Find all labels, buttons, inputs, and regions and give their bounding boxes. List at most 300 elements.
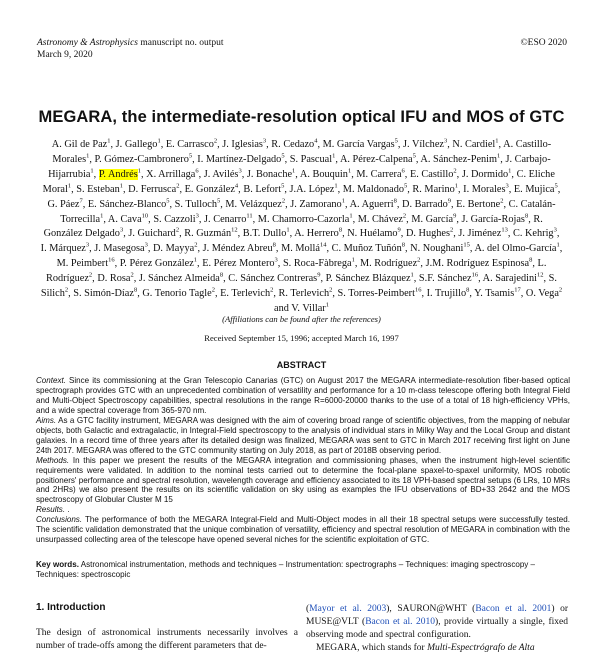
abstract-conclusions: [36, 515, 570, 545]
author: [279, 288, 333, 299]
abstract-results: [36, 505, 570, 515]
affiliation-marker[interactable]: 3: [505, 182, 509, 190]
affiliation-marker[interactable]: 1: [351, 256, 355, 264]
affiliation-marker[interactable]: 1: [341, 197, 345, 205]
journal-name: Astronomy & Astrophysics: [37, 38, 138, 48]
affiliation-marker[interactable]: 8: [272, 241, 276, 249]
author: [146, 169, 198, 180]
author: [175, 199, 221, 210]
affiliation-marker[interactable]: 5: [217, 197, 221, 205]
author-name: J. Cenarro: [204, 213, 247, 225]
affiliation-marker[interactable]: 1: [347, 167, 352, 175]
affiliation-marker[interactable]: 1: [497, 152, 501, 160]
author-list: A. Gil de Paz$^1$, J. Gallego$^1$, E. Carrasco$^2$, J. Iglesias$^3$, R. Cedazo$^4$, M. García Vargas$^5$, J. Vílchez$^3$, N. Cardiel$^1$, A. Castillo-Morales$^1$, P. Gómez-Cambronero$^5$, I. Martínez-Delgado$^5$, S. Pascual$^1$, A. Pérez-Calpena$^5$, A. Sánchez-Penim$^1$, J. Carbajo-Hijarrubia$^1$, P. Andrés$^1$, X. Arrillaga$^6$, J. Avilés$^3$, J. Bonache$^1$, A. Bouquin$^1$, M. Carrera$^6$, E. Castillo$^2$, J. Dormido$^1$, C. Eliche Moral$^1$, S. Esteban$^1$, D. Ferrusca$^2$, E. González$^4$, B. Lefort$^5$, J.A. López$^1$, M. Maldonado$^5$, R. Marino$^1$, I. Morales$^3$, E. Mujica$^5$, G. Páez$^7$, E. Sánchez-Blanco$^5$, S. Tulloch$^5$, M. Velázquez$^2$, J. Zamorano$^1$, A. Aguerri$^8$, D. Barrado$^9$, E. Bertone$^2$, C. Catalán-Torrecilla$^1$, A. Cava$^{10}$, S. Cazzoli$^3$, J. Cenarro$^{11}$, M. Chamorro-Cazorla$^1$, M. Chávez$^2$, M. García$^9$, J. García-Rojas$^8$, R. González Delgado$^3$, J. Guichard$^2$, R. Guzmán$^{12}$, B.T. Dullo$^1$, A. Herrero$^8$, N. Huélamo$^9$, D. Hughes$^2$, J. Jiménez$^{13}$, C. Kehrig$^3$, I. Márquez$^3$, J. Masegosa$^3$, D. Mayya$^2$, J. Méndez Abreu$^8$, M. Mollá$^{14}$, C. Muñoz Tuñón$^8$, N. Noughani$^{15}$, A. del Olmo-García$^1$, M. Peimbert$^{16}$, P. Pérez González$^1$, E. Pérez Montero$^3$, S. Roca-Fàbrega$^1$, M. Rodríguez$^2$, J.M. Rodríguez Espinosa$^8$, L. Rodríguez$^2$, D. Rosa$^2$, J. Sánchez Almeida$^8$, C. Sánchez Contreras$^9$, P. Sánchez Blázquez$^1$, S.F. Sánchez$^{16}$, A. Sarajedini$^{12}$, S. Silich$^2$, S. Simón-Díaz$^8$, G. Tenorio Tagle$^2$, E. Terlevich$^2$, R. Terlevich$^2$, S. Torres-Peimbert$^{16}$, I. Trujillo$^8$, Y. Tsamis$^{17}$, O. Vega$^2$ and V. Villar$^1$: [40, 137, 563, 314]
author-name: R. González Delgado: [43, 213, 543, 240]
affiliation-marker[interactable]: 1: [292, 167, 296, 175]
affiliation-marker[interactable]: 14: [319, 241, 327, 249]
author-name: I. Trujillo: [426, 288, 467, 300]
author: [57, 258, 115, 269]
affiliation-marker[interactable]: 3: [85, 241, 90, 249]
author: [461, 214, 528, 225]
author: [283, 258, 355, 269]
author: [142, 288, 215, 299]
author-name: A. Sarajedini: [482, 273, 538, 285]
author-name: A. Gil de Paz: [51, 139, 108, 150]
intro-paragraph: The design of astronomical instruments necessarily involves a number of trade-offs among the different parameters that de-: [36, 628, 298, 651]
author-name: E. Carrasco: [165, 139, 214, 150]
author: [452, 139, 498, 150]
author-name: M. Rodríguez: [359, 258, 418, 270]
affiliation-marker[interactable]: 16: [108, 256, 115, 264]
affiliation-marker[interactable]: 2: [64, 286, 69, 294]
keywords-label: Key words.: [36, 560, 79, 569]
author-name: J. Vílchez: [402, 139, 444, 150]
author-name: J. Gallego: [115, 139, 158, 150]
author: [419, 273, 478, 284]
author: [76, 184, 123, 195]
affiliation-marker[interactable]: 2: [194, 241, 198, 249]
abstract-context: [36, 376, 570, 416]
affiliation-marker[interactable]: 3: [195, 212, 199, 220]
affiliation-marker[interactable]: 2: [417, 256, 421, 264]
author-name: B.T. Dullo: [242, 228, 287, 240]
author-name: E. Terlevich: [220, 288, 271, 300]
author-name: M. Mollá: [281, 243, 320, 255]
text-megara-stands: MEGARA, which stands for: [316, 643, 428, 653]
affiliation-marker[interactable]: 1: [332, 152, 336, 160]
author: [326, 273, 414, 284]
author: [204, 169, 242, 180]
author: [332, 243, 405, 254]
author: [289, 184, 337, 195]
author-name: R. Cedazo: [271, 139, 315, 150]
author-name: J. Carbajo-Hijarrubia: [48, 153, 551, 180]
author-name: S. Esteban: [76, 183, 120, 195]
affiliation-marker[interactable]: 2: [558, 286, 563, 294]
affiliation-marker[interactable]: 2: [130, 271, 134, 279]
affiliation-marker[interactable]: 8: [466, 286, 470, 294]
affiliation-marker[interactable]: 2: [213, 137, 218, 145]
author-name: C. Muñoz Tuñón: [331, 243, 402, 255]
author-name: P. Gómez-Cambronero: [94, 153, 189, 165]
affiliation-marker[interactable]: 1: [119, 182, 123, 190]
keywords: [36, 560, 570, 580]
author: [513, 228, 557, 239]
affiliation-marker[interactable]: 3: [274, 256, 278, 264]
author-name: J. Masegosa: [94, 243, 145, 255]
affiliation-marker[interactable]: 7: [79, 197, 83, 205]
author: [202, 258, 278, 269]
text-muse: ) or MUSE@VLT (: [306, 604, 569, 627]
author-name: J. Avilés: [203, 168, 239, 180]
paren-open: (: [306, 604, 310, 614]
author: [281, 243, 326, 254]
author-name: E. Sánchez-Blanco: [87, 198, 167, 210]
author-name: S. Simón-Díaz: [73, 288, 134, 300]
author-name: S. Tulloch: [174, 198, 217, 210]
author: [360, 258, 420, 269]
affiliation-marker[interactable]: 3: [553, 227, 557, 235]
citation-link-bacon-2010[interactable]: Bacon et al. 2010: [365, 617, 436, 627]
author: [120, 258, 197, 269]
author: [204, 214, 253, 225]
author: [185, 184, 239, 195]
author-name: A. Aguerri: [349, 198, 394, 210]
author: [73, 288, 137, 299]
author: [290, 154, 336, 165]
aims-text: As a GTC facility instrument, MEGARA was designed with the aim of covering broad range of scientific objectives, from the mapping of nebular objects, both Galactic and extragalactic, in Integral-Field spectroscopy to the analysis of individual stars in Milky Way and the Local Group and distant galaxies. In a record time of three years after its detailed design was finalized, MEGARA was sent to GTC in March 2017 receiving first light on June 24th 2017. MEGARA was offered to the GTC community starting on July 2018, as part of 2018B observing period.: [36, 415, 570, 455]
affiliation-marker[interactable]: 1: [193, 256, 198, 264]
author: [426, 258, 533, 269]
context-text: Since its commissioning at the Gran Telescopio Canarias (GTC) on August 2017 the MEGARA intermediate-resolution fiber-based optical spectrograph provides GTC with an unprecedented combination of versatility and performance for a 10 m-class telescope offering both Integral Field and Multi-Object Spectroscopy capabilities, spectral resolutions in the range R=6000-20000 thanks to the use of a total of 18 high-efficiency VPHs, and a wide spectral coverage from 365-970 nm.: [36, 376, 570, 415]
author-name: D. Barrado: [402, 198, 448, 210]
affiliation-marker[interactable]: 12: [537, 271, 544, 279]
affiliation-marker[interactable]: 2: [270, 286, 274, 294]
author-name: J.A. López: [289, 183, 335, 195]
author-name: S.F. Sánchez: [418, 273, 472, 285]
author-name: S. Roca-Fàbrega: [282, 258, 352, 270]
author: [247, 169, 295, 180]
author: [88, 199, 170, 210]
author-name: J. Zamorano: [290, 198, 342, 210]
affiliation-marker[interactable]: 9: [447, 197, 452, 205]
author-name: O. Vega: [525, 288, 559, 300]
affiliation-marker[interactable]: 4: [314, 137, 318, 145]
affiliation-marker[interactable]: 1: [325, 301, 329, 309]
affiliation-marker[interactable]: 2: [88, 271, 93, 279]
results-label: Results.: [36, 505, 66, 515]
affiliation-marker[interactable]: 1: [410, 271, 414, 279]
author-name: E. Castillo: [409, 168, 454, 180]
intro-right-paragraph-1: [306, 603, 568, 642]
author: [108, 214, 148, 225]
author: [340, 154, 416, 165]
author: [47, 199, 82, 210]
author: [474, 288, 521, 299]
author: [197, 154, 284, 165]
author: [290, 199, 345, 210]
affiliation-marker[interactable]: 1: [137, 167, 141, 175]
affiliation-marker[interactable]: 8: [133, 286, 138, 294]
affiliations-note: (Affiliations can be found after the references): [222, 314, 381, 324]
author-name: A. Castillo-Morales: [52, 139, 552, 165]
affiliation-marker[interactable]: 2: [329, 286, 333, 294]
author-name: C. Kehrig: [512, 228, 554, 240]
author-name: C. Catalán-Torrecilla: [60, 198, 556, 225]
author: [458, 228, 507, 239]
author-name: I. Morales: [463, 183, 506, 195]
author-name: D. Hughes: [405, 228, 450, 240]
author: [94, 243, 148, 254]
affiliation-marker[interactable]: 8: [529, 256, 533, 264]
author-name: A. Pérez-Calpena: [339, 153, 413, 165]
affiliation-marker[interactable]: 1: [67, 182, 72, 190]
author-name: R. Marino: [412, 183, 455, 195]
author: [95, 154, 193, 165]
author: [97, 273, 133, 284]
affiliation-marker[interactable]: 4: [234, 182, 239, 190]
author-highlighted: [99, 169, 141, 180]
affiliation-marker[interactable]: 2: [281, 197, 286, 205]
author-name: S. Silich: [40, 273, 557, 300]
author: [128, 228, 179, 239]
affiliation-marker[interactable]: 3: [238, 167, 242, 175]
author: [166, 139, 217, 150]
author-name: I. Márquez: [40, 243, 86, 255]
author: [514, 184, 558, 195]
affiliation-marker[interactable]: 5: [404, 182, 408, 190]
author-name: G. Páez: [47, 198, 80, 210]
author-name: G. Tenorio Tagle: [142, 288, 212, 300]
affiliation-marker[interactable]: 3: [262, 137, 267, 145]
author: [116, 139, 161, 150]
abstract-aims: [36, 416, 570, 456]
intro-right-column: [306, 603, 568, 655]
text-observing-mode: ), provide virtually a single, fixed observing mode and spectral configuration.: [306, 617, 568, 640]
author-name: L. Rodríguez: [46, 258, 547, 285]
author-name: J. García-Rojas: [461, 213, 525, 225]
author-name: D. Rosa: [97, 273, 131, 285]
methods-label: Methods.: [36, 455, 70, 465]
affiliation-marker[interactable]: 6: [195, 167, 199, 175]
author: [243, 184, 284, 195]
abstract-heading: ABSTRACT: [276, 360, 327, 370]
affiliation-marker[interactable]: 11: [246, 212, 253, 220]
author-name: N. Huélamo: [347, 228, 398, 240]
text-sauron: ), SAURON@WHT (: [386, 604, 476, 614]
affiliation-marker[interactable]: 1: [349, 212, 353, 220]
author-name: E. Mujica: [513, 183, 555, 195]
author: [323, 139, 398, 150]
author: [474, 243, 559, 254]
author-name: J. Guichard: [128, 228, 176, 240]
author-name: A. del Olmo-García: [474, 243, 557, 255]
affiliation-marker[interactable]: 9: [317, 271, 321, 279]
text-megara-acronym: Multi-Espectrógrafo de Alta: [427, 643, 535, 653]
conclusions-text: The performance of both the MEGARA Integral-Field and Multi-Object modes in all their 18 spectral setups were successfully tested. The scientific validation demonstrated that the unique combination of versatility, efficiency and spectral resolution of MEGARA in combination with the unsurpassed collecting area of the telescope have opened several niches for the scientific exploitation of GTC.: [36, 515, 570, 545]
author-name: R. Guzmán: [184, 228, 232, 240]
affiliation-marker[interactable]: 1: [90, 167, 94, 175]
author: [338, 288, 422, 299]
author: [139, 273, 223, 284]
author-name: A. Herrero: [294, 228, 339, 240]
author-name: C. Sánchez Contreras: [228, 273, 318, 285]
affiliation-marker[interactable]: 3: [443, 137, 448, 145]
author: [402, 199, 451, 210]
author-name: C. Eliche Moral: [42, 168, 555, 195]
author-name: A. Cava: [107, 213, 142, 225]
affiliation-marker[interactable]: 1: [100, 212, 104, 220]
affiliation-marker[interactable]: 13: [501, 227, 508, 235]
author: [225, 199, 285, 210]
affiliation-marker[interactable]: 3: [144, 241, 148, 249]
author-name: E. Bertone: [456, 198, 501, 210]
author-name: S. Pascual: [289, 153, 333, 165]
abstract-body: [36, 376, 570, 545]
affiliation-marker[interactable]: 5: [281, 152, 285, 160]
author: [228, 273, 320, 284]
author: [356, 169, 404, 180]
author: [294, 228, 342, 239]
section-heading-introduction: 1. Introduction: [36, 602, 106, 613]
affiliation-marker[interactable]: 12: [231, 227, 238, 235]
author-name: S. Torres-Peimbert: [337, 288, 415, 300]
author: [52, 139, 111, 150]
author-name: N. Noughani: [410, 243, 464, 255]
intro-right-paragraph-2: [306, 642, 568, 655]
author: [243, 228, 290, 239]
author-name: M. Velázquez: [225, 198, 282, 210]
author-name: S. Cazzoli: [153, 213, 196, 225]
abstract-methods: [36, 456, 570, 506]
author: [403, 139, 447, 150]
affiliation-marker[interactable]: 10: [141, 212, 149, 220]
author-name: X. Arrillaga: [146, 168, 196, 180]
affiliation-marker[interactable]: 1: [157, 137, 161, 145]
citation-link-bacon-2001[interactable]: Bacon et al. 2001: [475, 604, 552, 614]
citation-link-mayor-2003[interactable]: Mayor et al. 2003: [309, 604, 387, 614]
author: [128, 184, 179, 195]
paper-title: MEGARA, the intermediate-resolution optical IFU and MOS of GTC: [38, 108, 565, 126]
author-name: J. Jiménez: [458, 228, 502, 240]
aims-label: Aims.: [36, 415, 57, 425]
keywords-text: Astronomical instrumentation, methods and techniques – Instrumentation: spectrographs – Techniques: imaging spectroscopy – Techniques: spectroscopic: [36, 560, 536, 579]
affiliation-marker[interactable]: 2: [402, 212, 407, 220]
author-name: Y. Tsamis: [474, 288, 515, 300]
author: [203, 243, 276, 254]
affiliation-marker[interactable]: 5: [166, 197, 170, 205]
affiliation-marker[interactable]: 16: [414, 286, 422, 294]
affiliation-marker[interactable]: 2: [453, 167, 457, 175]
affiliation-marker[interactable]: 1: [454, 182, 458, 190]
author-name: I. Martínez-Delgado: [197, 153, 282, 165]
author-name: B. Lefort: [243, 183, 282, 195]
author-name: M. Carrera: [356, 168, 402, 180]
affiliation-marker[interactable]: 6: [401, 167, 405, 175]
author: [526, 288, 562, 299]
author: [350, 199, 397, 210]
author: [412, 184, 458, 195]
affiliation-marker[interactable]: 5: [554, 182, 558, 190]
affiliation-marker[interactable]: 8: [401, 241, 405, 249]
affiliation-marker[interactable]: 1: [495, 137, 499, 145]
author-name: J.M. Rodríguez Espinosa: [425, 258, 530, 270]
author: [410, 169, 457, 180]
author-name: D. Ferrusca: [128, 183, 177, 195]
context-label: Context.: [36, 376, 66, 385]
manuscript-number: manuscript no. output: [137, 38, 224, 48]
author-name: M. García: [411, 213, 454, 225]
author: [258, 214, 353, 225]
affiliation-marker[interactable]: 1: [86, 152, 90, 160]
affiliation-marker[interactable]: 5: [412, 152, 416, 160]
author-name: A. Sánchez-Penim: [420, 153, 498, 165]
header-date: March 9, 2020: [37, 49, 93, 60]
author-name: J. Bonache: [246, 168, 293, 180]
author-name: M. Chávez: [357, 213, 403, 225]
running-header: [37, 38, 567, 61]
affiliation-marker[interactable]: 9: [453, 212, 457, 220]
affiliation-marker[interactable]: 2: [500, 197, 504, 205]
results-text: .: [65, 505, 70, 515]
author-name: D. Mayya: [153, 243, 195, 255]
author-name: R. Terlevich: [278, 288, 330, 300]
author: [462, 169, 512, 180]
author: [222, 139, 266, 150]
affiliation-marker[interactable]: 3: [119, 227, 124, 235]
affiliation-marker[interactable]: 8: [524, 212, 529, 220]
affiliation-marker[interactable]: 1: [334, 182, 338, 190]
author: [411, 214, 456, 225]
author: [406, 228, 453, 239]
author-name: M. Peimbert: [56, 258, 109, 270]
affiliation-marker[interactable]: 17: [514, 286, 521, 294]
author-name: M. Maldonado: [342, 183, 404, 195]
author: [358, 214, 406, 225]
author: [410, 243, 470, 254]
author-name: J. Sánchez Almeida: [138, 273, 220, 285]
author-name: J. Iglesias: [222, 139, 263, 150]
author: [153, 243, 197, 254]
author-name: V. Villar: [291, 302, 326, 314]
author-name: E. Pérez Montero: [202, 258, 275, 270]
author: [420, 154, 500, 165]
author: [483, 273, 544, 284]
copyright-notice: ©ESO 2020: [520, 38, 567, 48]
received-dates: Received September 15, 1996; accepted March 16, 1997: [204, 333, 399, 343]
affiliation-marker[interactable]: 1: [556, 241, 560, 249]
author-name: P. Sánchez Blázquez: [325, 273, 411, 285]
affiliation-marker[interactable]: 2: [175, 227, 180, 235]
affiliation-marker[interactable]: 9: [397, 227, 401, 235]
affiliation-marker[interactable]: 1: [286, 227, 290, 235]
affiliation-marker[interactable]: 16: [471, 271, 479, 279]
affiliation-marker[interactable]: 5: [188, 152, 193, 160]
conclusions-label: Conclusions.: [36, 515, 83, 525]
author-name: M. Chamorro-Cazorla: [257, 213, 350, 225]
author-name: A. Bouquin: [299, 168, 348, 180]
affiliation-marker[interactable]: 1: [107, 137, 111, 145]
affiliation-marker[interactable]: 2: [450, 227, 454, 235]
author-name: P. Pérez González: [119, 258, 194, 270]
intro-left-column: [36, 627, 298, 653]
methods-text: In this paper we present the results of the MEGARA integration and commissioning phases, when the instrument high-level scientific requirements were validated. In addition to the nominal tests carried out to determine the focal-plane spaxel-to-spaxel uniformity, MOS robotic positioners' performance and spectral resolution, wavelength coverage and efficiency associated to its 18 VPH-based spectral setups (6 LRs, 10 MRs and 2HRs) we also present the results on its scientific validation on sky using as examples the IFU observations of BD+33 2642 and the MOS spectroscopy of Globular Cluster M 15: [36, 455, 570, 505]
affiliation-marker[interactable]: 5: [281, 182, 285, 190]
affiliation-marker[interactable]: 8: [393, 197, 397, 205]
author: [456, 199, 503, 210]
author: [41, 243, 89, 254]
author-name: N. Cardiel: [452, 139, 496, 150]
author-name: J. Méndez Abreu: [202, 243, 273, 255]
author: [427, 288, 470, 299]
author-name: P. Andrés: [98, 168, 138, 180]
author: [343, 184, 407, 195]
author-name: J. Dormido: [461, 168, 509, 180]
affiliation-marker[interactable]: 2: [211, 286, 215, 294]
affiliation-marker[interactable]: 15: [463, 241, 470, 249]
author-name: M. García Vargas: [322, 139, 395, 150]
author: [184, 228, 237, 239]
author: [220, 288, 273, 299]
author: [291, 303, 329, 314]
affiliation-marker[interactable]: 8: [219, 271, 224, 279]
affiliation-marker[interactable]: 1: [508, 167, 512, 175]
affiliation-marker[interactable]: 8: [338, 227, 343, 235]
author-name: E. González: [184, 183, 235, 195]
author: [463, 184, 509, 195]
affiliation-marker[interactable]: 2: [176, 182, 180, 190]
affiliation-marker[interactable]: 5: [394, 137, 398, 145]
